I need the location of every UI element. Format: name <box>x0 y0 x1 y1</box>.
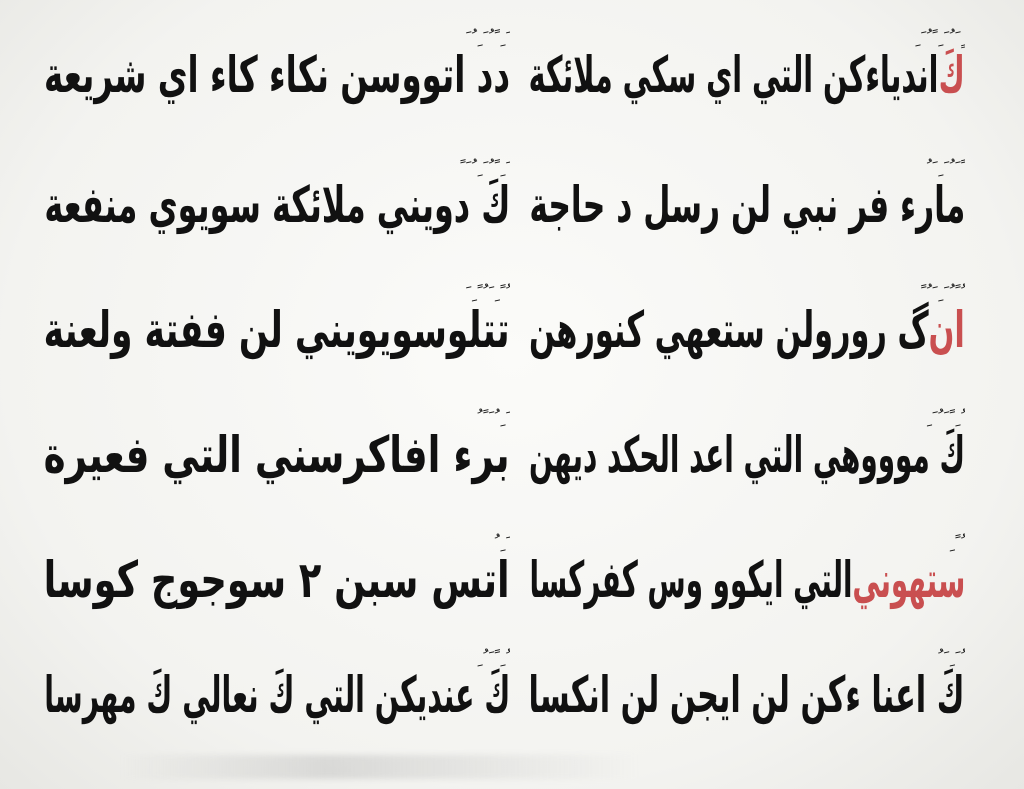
vowel-marks: َ ُ ً ُ َ ِ َ ُ ً <box>919 283 965 304</box>
right-column <box>525 0 965 789</box>
verse-line-left-3 <box>40 275 510 385</box>
vowel-marks: َ ُ ً ِ َ ُ ً ِ َ <box>464 283 510 304</box>
vowel-marks: َ ُ ً ِ <box>947 533 965 554</box>
verse-text: كَ موووهي التي اعد الحكد ديهن <box>529 426 965 484</box>
verse-line-left-4 <box>40 400 510 510</box>
verse-text: اتس سبن ٢ سوجوج كوسا <box>44 551 510 609</box>
rubric-word: كَ <box>938 46 965 104</box>
verse-text: اندياءكن التي اي سكي ملائكة <box>529 46 939 104</box>
verse-line-left-6 <box>40 640 510 750</box>
rubric-word: ستهوني <box>852 551 965 609</box>
verse-line-right-4 <box>525 400 965 510</box>
verse-text: كَ عنديكن التي كَ نعالي كَ مهرسا <box>44 666 510 724</box>
verse-text: مارء فر نبي لن رسل د حاجة <box>529 176 965 234</box>
verse-text: دد اتووسن نكاء كاء اي شريعة <box>44 46 510 104</box>
vowel-marks: َ ُ ِ ً َ ُ ِ <box>475 648 510 669</box>
vowel-marks: ُ َ ِ ُ <box>492 533 510 554</box>
verse-line-left-5 <box>40 525 510 635</box>
left-column <box>40 0 510 789</box>
verse-line-right-2 <box>525 150 965 260</box>
verse-text: كَ دويني ملائكة سويوي منفعة <box>44 176 510 234</box>
verse-line-right-3 <box>525 275 965 385</box>
print-bleed-smudge <box>120 755 640 779</box>
verse-text: گ رورولن ستعهي كنورهن <box>529 301 929 359</box>
verse-line-right-1 <box>525 20 965 130</box>
verse-text: تتلوسويويني لن ففتة ولعنة <box>44 301 510 359</box>
verse-line-right-5 <box>525 525 965 635</box>
vowel-marks: َ ُ ِ ً َ ُ َ ِ <box>924 408 965 429</box>
verse-line-left-1 <box>40 20 510 130</box>
verse-line-left-2 <box>40 150 510 260</box>
verse-line-right-6 <box>525 640 965 750</box>
rubric-word: ان <box>928 301 965 359</box>
vowel-marks: ُ َ ِ ً ُ َ ِ ُ َ <box>464 28 510 49</box>
vowel-marks: ُ َ ِ ُ َ ً ُ <box>475 408 510 429</box>
verse-text: برء افاكرسني التي فعيرة <box>44 426 510 484</box>
vowel-marks: ً ٍ َ ُ َ ِ ً ُ َ ِ <box>913 28 965 49</box>
verse-text: كَ اعنا ءكن لن ايجن لن انكسا <box>529 666 965 724</box>
vowel-marks: َ ً َ ُ َ ِ َ ُ <box>924 158 965 179</box>
verse-text: التي ايكوو وس كفركسا <box>529 551 853 609</box>
vowel-marks: َ ُ َ ِ َ ُ <box>936 648 965 669</box>
vowel-marks: ُ َ ِ ً ُ َ ِ ُ َ ً <box>458 158 510 179</box>
